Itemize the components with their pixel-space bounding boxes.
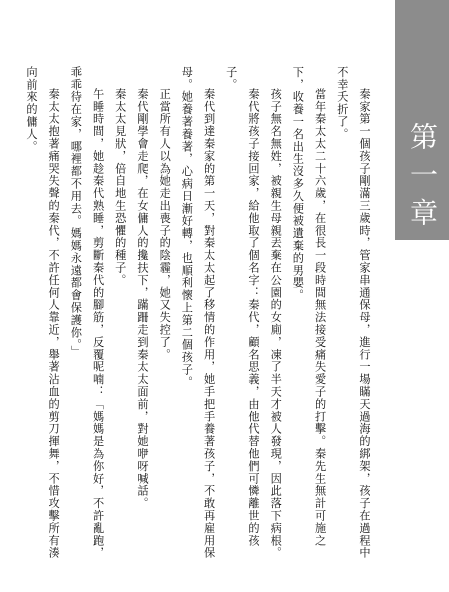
paragraph: 秦家第一個孩子剛滿三歲時，管家串通保母，進行一場瞞天過海的綁架，孩子在過程中不幸夭折了。 bbox=[335, 66, 371, 560]
paragraph: 秦代到達秦家的第一天，對秦太太起了移情的作用，她手把手養著孩子，不敢再雇用保母。她養著養著，心病日漸好轉，也順利懷上第二個孩子。 bbox=[180, 66, 216, 560]
paragraph: 秦代剛學會走爬，在女傭人的攙扶下，蹣跚走到秦太太面前，對她咿呀喊話。 bbox=[135, 88, 149, 510]
body-text bbox=[20, 66, 375, 566]
paragraph: 當年秦太太二十六歲，在很長一段時間無法接受痛失愛子的打擊。秦先生無計可施之下，收養一名出生沒多久便被遺棄的男嬰。 bbox=[291, 66, 327, 548]
paragraph: 孩子無名無姓，被親生母親丟棄在公園的女廁，凍了半天才被人發現，因此落下病根。 bbox=[269, 88, 283, 560]
paragraph: 秦太太見狀，倍自地生恐懼的種子。 bbox=[113, 88, 127, 287]
paragraph: 秦太太抱著痛哭失聲的秦代，不許任何人靠近，舉著沾血的剪刀揮舞，不惜攻擊所有湊向前來的傭人。 bbox=[24, 66, 61, 560]
paragraph: 午睡時間，她趁秦代熟睡，剪斷秦代的腳筋，反覆呢喃：「媽媽是為你好，不許亂跑，乖乖待在家，哪裡都不用去。媽媽永遠都會保護你。」 bbox=[69, 66, 105, 560]
paragraph: 正當所有人以為她走出喪子的陰霾，她又失控了。 bbox=[158, 88, 172, 362]
chapter-tab bbox=[395, 0, 449, 240]
paragraph: 秦代將孩子接回家，給他取了個名字：秦代，顧名思義，由他代替他們可憐離世的孩子。 bbox=[224, 66, 260, 548]
chapter-title: 第一章 bbox=[406, 122, 439, 236]
